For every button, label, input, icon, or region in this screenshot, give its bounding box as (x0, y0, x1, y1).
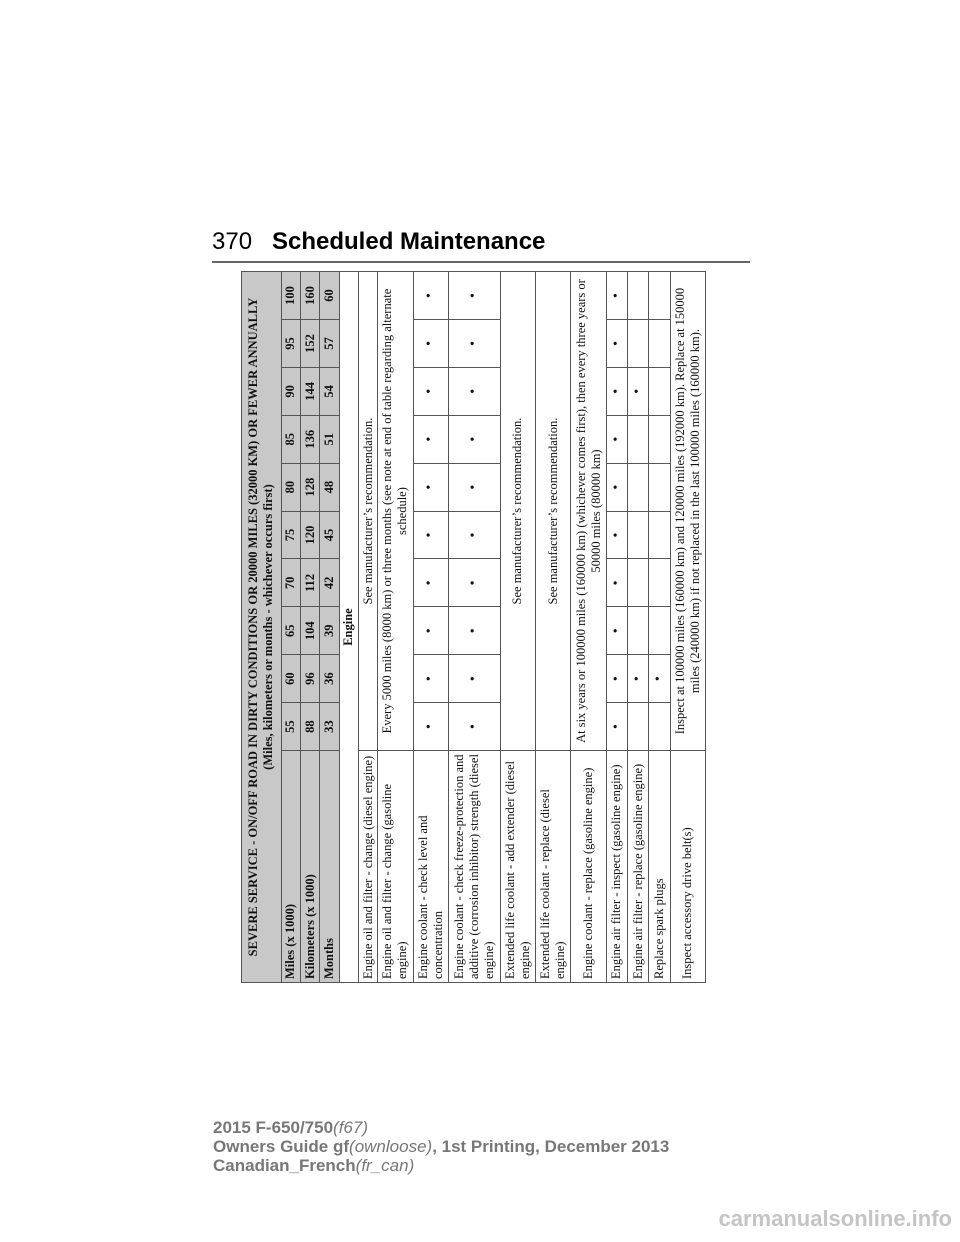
header-value: 45 (320, 511, 339, 559)
empty-cell (628, 463, 649, 511)
header-value: 85 (281, 415, 300, 463)
row-note: See manufacturer’s recommendation. (358, 272, 377, 751)
service-bullet: • (449, 511, 501, 559)
header-value: 88 (301, 703, 320, 751)
service-bullet: • (606, 511, 627, 559)
empty-cell (628, 607, 649, 655)
page-header (212, 228, 750, 264)
service-bullet: • (628, 655, 649, 703)
empty-cell (628, 272, 649, 320)
empty-cell (649, 272, 670, 320)
row-item-label: Extended life coolant - add extender (diesel engine) (500, 751, 535, 983)
group-label: Engine (339, 272, 358, 983)
service-bullet: • (449, 415, 501, 463)
header-value: 104 (301, 607, 320, 655)
header-value: 51 (320, 415, 339, 463)
print-footer (213, 1118, 669, 1175)
service-bullet: • (413, 607, 448, 655)
header-value: 112 (301, 559, 320, 607)
row-item-label: Engine coolant - check freeze-protection and additive (corrosion inhibitor) strength (diesel engine) (449, 751, 501, 983)
service-bullet: • (606, 463, 627, 511)
table-row (649, 272, 670, 983)
service-bullet: • (449, 607, 501, 655)
header-value: 36 (320, 655, 339, 703)
table-title-row (242, 272, 282, 983)
service-bullet: • (606, 655, 627, 703)
header-value: 65 (281, 607, 300, 655)
service-bullet: • (413, 511, 448, 559)
header-value: 95 (281, 319, 300, 367)
header-row-label: Miles (x 1000) (281, 751, 300, 983)
footer-language: Canadian_French (213, 1156, 356, 1175)
header-value: 120 (301, 511, 320, 559)
service-bullet: • (449, 655, 501, 703)
footer-guide-code: (ownloose) (349, 1137, 433, 1156)
header-value: 136 (301, 415, 320, 463)
header-value: 33 (320, 703, 339, 751)
header-row-label: Months (320, 751, 339, 983)
service-bullet: • (413, 272, 448, 320)
service-bullet: • (628, 367, 649, 415)
empty-cell (649, 463, 670, 511)
header-value: 57 (320, 319, 339, 367)
empty-cell (628, 511, 649, 559)
table-row (449, 272, 501, 983)
row-item-label: Engine coolant - check level and concentration (413, 751, 448, 983)
header-value: 60 (281, 655, 300, 703)
row-item-label: Engine oil and filter - change (gasoline engine) (378, 751, 413, 983)
service-bullet: • (449, 703, 501, 751)
service-bullet: • (413, 463, 448, 511)
empty-cell (649, 607, 670, 655)
header-row-label: Kilometers (x 1000) (301, 751, 320, 983)
service-bullet: • (413, 415, 448, 463)
row-item-label: Engine air filter - inspect (gasoline engine) (606, 751, 627, 983)
empty-cell (649, 367, 670, 415)
service-bullet: • (606, 607, 627, 655)
row-note: Inspect at 100000 miles (160000 km) and 120000 miles (192000 km). Replace at 150000 miles (240000 km) if not replaced in the last 100000 miles (160000 km). (670, 272, 706, 751)
maintenance-table-wrapper (241, 272, 706, 983)
empty-cell (628, 703, 649, 751)
footer-guide: Owners Guide gf (213, 1137, 350, 1156)
row-item-label: Engine coolant - replace (gasoline engine) (571, 751, 606, 983)
header-rule (212, 261, 750, 263)
table-row (358, 272, 377, 983)
header-value: 144 (301, 367, 320, 415)
header-value: 55 (281, 703, 300, 751)
footer-model-code: (f67) (333, 1118, 369, 1137)
header-value: 128 (301, 463, 320, 511)
row-note: At six years or 100000 miles (160000 km) (whichever comes first), then every three years or 50000 miles (80000 km) (571, 272, 606, 751)
service-bullet: • (606, 703, 627, 751)
watermark: carmanualsonline.info (718, 1206, 952, 1231)
header-value: 152 (301, 319, 320, 367)
service-bullet: • (606, 367, 627, 415)
header-value: 70 (281, 559, 300, 607)
service-bullet: • (449, 559, 501, 607)
header-value: 42 (320, 559, 339, 607)
group-row (339, 272, 358, 983)
row-note: Every 5000 miles (8000 km) or three months (see note at end of table regarding alternate schedule) (378, 272, 413, 751)
service-bullet: • (606, 319, 627, 367)
page-number: 370 (212, 228, 253, 255)
service-bullet: • (449, 463, 501, 511)
service-bullet: • (606, 415, 627, 463)
table-row (413, 272, 448, 983)
service-bullet: • (449, 319, 501, 367)
empty-cell (628, 415, 649, 463)
header-value: 96 (301, 655, 320, 703)
row-item-label: Extended life coolant - replace (diesel engine) (535, 751, 570, 983)
table-row (670, 272, 706, 983)
table-row (606, 272, 627, 983)
empty-cell (628, 319, 649, 367)
service-bullet: • (649, 655, 670, 703)
empty-cell (628, 559, 649, 607)
header-value: 100 (281, 272, 300, 320)
empty-cell (649, 511, 670, 559)
row-item-label: Replace spark plugs (649, 751, 670, 983)
header-value: 60 (320, 272, 339, 320)
row-item-label: Inspect accessory drive belt(s) (670, 751, 706, 983)
header-value: 80 (281, 463, 300, 511)
table-row (628, 272, 649, 983)
table-row (535, 272, 570, 983)
table-row (500, 272, 535, 983)
header-value: 160 (301, 272, 320, 320)
footer-language-code: (fr_can) (355, 1156, 415, 1175)
service-bullet: • (449, 367, 501, 415)
service-bullet: • (606, 272, 627, 320)
table-row (378, 272, 413, 983)
section-title: Scheduled Maintenance (272, 228, 546, 255)
table-title: SEVERE SERVICE - ON/OFF ROAD IN DIRTY CONDITIONS OR 20000 MILES (32000 KM) OR FEWER ANNUALLY (246, 297, 261, 957)
row-note: See manufacturer’s recommendation. (535, 272, 570, 751)
empty-cell (649, 319, 670, 367)
empty-cell (649, 415, 670, 463)
service-bullet: • (413, 367, 448, 415)
row-item-label: Engine air filter - replace (gasoline engine) (628, 751, 649, 983)
header-row (320, 272, 339, 983)
row-item-label: Engine oil and filter - change (diesel engine) (358, 751, 377, 983)
header-row (301, 272, 320, 983)
service-bullet: • (413, 319, 448, 367)
empty-cell (649, 559, 670, 607)
header-value: 39 (320, 607, 339, 655)
maintenance-table (241, 271, 706, 983)
service-bullet: • (606, 559, 627, 607)
header-value: 90 (281, 367, 300, 415)
table-row (571, 272, 606, 983)
header-value: 48 (320, 463, 339, 511)
service-bullet: • (449, 272, 501, 320)
service-bullet: • (413, 703, 448, 751)
footer-model: 2015 F-650/750 (213, 1118, 334, 1137)
header-value: 54 (320, 367, 339, 415)
empty-cell (649, 703, 670, 751)
row-note: See manufacturer’s recommendation. (500, 272, 535, 751)
header-value: 75 (281, 511, 300, 559)
service-bullet: • (413, 655, 448, 703)
service-bullet: • (413, 559, 448, 607)
table-title-cell (242, 272, 282, 983)
table-subtitle: (Miles, kilometers or months - whichever occurs first) (261, 484, 276, 770)
header-row (281, 272, 300, 983)
footer-printing: , 1st Printing, December 2013 (432, 1137, 670, 1156)
